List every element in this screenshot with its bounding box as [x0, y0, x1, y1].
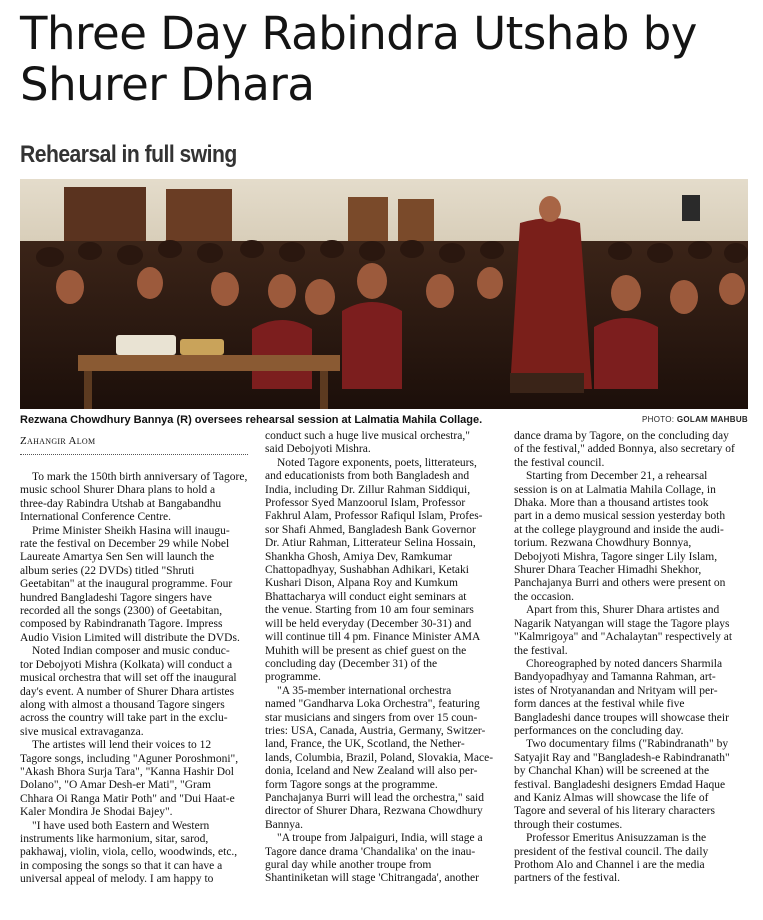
article-paragraph [514, 604, 752, 658]
text-line: will be held everyday (December 30-31) and [265, 617, 472, 630]
text-line: Kushari Dison, Alpana Roy and Kumkum [265, 577, 458, 590]
text-line: tor Debojyoti Mishra (Kolkata) will conduct a [20, 658, 233, 671]
text-line: form Tagore songs at the programme. [265, 778, 438, 791]
text-line: Professor Syed Manzoorul Islam, Professor [265, 497, 466, 510]
text-line: Chattopadhyay, Sushabhan Adhikari, Ketaki [265, 564, 469, 577]
text-line: Kaler Mondira Je Shodai Bajey". [20, 806, 173, 819]
text-line: Shankha Ghosh, Amiya Dev, Ramkumar [265, 550, 453, 563]
article-column-1 [20, 471, 256, 887]
text-line: Choreographed by noted dancers Sharmila [526, 657, 723, 670]
text-line: sive musical extravaganza. [20, 725, 144, 738]
text-line: donia, Iceland and New Zealand will also per- [265, 765, 478, 778]
text-line: universal appeal of melody. I am happy to [20, 873, 214, 886]
article-paragraph [514, 470, 752, 604]
text-line: "A 35-member international orchestra [277, 684, 452, 697]
text-line: president of the festival council. The daily [514, 845, 709, 858]
text-line: form dances at the festival while five [514, 698, 685, 711]
text-line: Geetabitan" at the inaugural programme. Four [20, 578, 233, 591]
article-paragraph [265, 685, 505, 832]
text-line: in composing the songs so that it can have a [20, 859, 223, 872]
text-line: Nagarik Natyangan will stage the Tagore plays [514, 617, 730, 630]
text-line: Shantiniketan will stage 'Chitrangada', another [265, 872, 479, 885]
text-line: Two documentary films ("Rabindranath" by [526, 738, 729, 751]
text-line: India, including Dr. Zillur Rahman Siddiqui, [265, 483, 471, 496]
text-line: said Debojyoti Mishra. [265, 443, 371, 456]
text-line: performances on the concluding day. [514, 724, 684, 737]
photo-credit-name: GOLAM MAHBUB [676, 415, 748, 424]
article-paragraph [265, 430, 505, 457]
text-line: day's event. A number of Shurer Dhara artistes [20, 685, 235, 698]
text-line: and Kaniz Almas will showcase the life of [514, 791, 709, 804]
headline: Three Day Rabindra Utshab by Shurer Dhara [20, 7, 697, 111]
article-paragraph [514, 738, 752, 832]
text-line: will continue till 4 pm. Finance Minister AMA [265, 631, 481, 644]
text-line: of the festival," added Bonnya, also secretary of [514, 443, 735, 456]
text-line: programme. [265, 671, 321, 684]
article-paragraph [20, 820, 256, 887]
article-column-2 [265, 430, 505, 886]
text-line: Professor Emeritus Anisuzzaman is the [526, 832, 707, 845]
text-line: at the college playground and inside the audi- [514, 523, 724, 536]
text-line: three-day Rabindra Utshab at Bangabandhu [20, 497, 222, 510]
text-line: festival. Bangladeshi designers Emdad Haque [514, 778, 726, 791]
text-line: by Chanchal Khan) will be screened at the [514, 765, 710, 778]
article-paragraph [514, 658, 752, 738]
article-paragraph [20, 525, 256, 646]
text-line: Tagore and several of his literary characters [514, 805, 715, 818]
text-line: named "Gandharva Loka Orchestra", featuring [265, 698, 480, 711]
text-line: "I have used both Eastern and Western [32, 819, 210, 832]
text-line: Fakhrul Alam, Professor Rafiqul Islam, Profes- [265, 510, 483, 523]
text-line: across the country will take part in the exclu- [20, 712, 228, 725]
text-line: Apart from this, Shurer Dhara artistes and [526, 604, 720, 617]
text-line: Prothom Alo and Channel i are the media [514, 859, 705, 871]
text-line: Starting from December 21, a rehearsal [526, 470, 708, 483]
text-line: music school Shurer Dhara plans to hold a [20, 484, 216, 497]
text-line: pakhawaj, violin, viola, cello, woodwinds, etc., [20, 846, 238, 859]
photo-credit-label: PHOTO: [641, 415, 675, 424]
text-line: the festival. [514, 644, 568, 657]
text-line: along with almost a thousand Tagore singers [20, 698, 225, 711]
subheadline: Rehearsal in full swing [20, 141, 237, 168]
text-line: Dr. Atiur Rahman, Litterateur Selina Hossain, [265, 537, 476, 550]
text-line: album series (22 DVDs) titled "Shruti [20, 564, 195, 577]
text-line: dance drama by Tagore, on the concluding day [514, 430, 729, 442]
text-line: session is on at Lalmatia Mahila Collage, in [514, 483, 716, 496]
text-line: Noted Indian composer and music conduc- [32, 645, 230, 658]
text-line: Panchajanya Burri will lead the orchestra," said [265, 791, 484, 804]
text-line: Dhaka. More than a thousand artistes took [514, 497, 709, 510]
text-line: conduct such a huge live musical orchestra," [265, 430, 470, 442]
byline: Zahangir Alom [20, 435, 96, 447]
text-line: lands, Columbia, Brazil, Poland, Slovakia, Mace- [265, 751, 494, 764]
text-line: Panchajanya Burri and others were present on [514, 577, 726, 590]
text-line: torium. Rezwana Chowdhury Bonnya, [514, 537, 692, 550]
photo-caption: Rezwana Chowdhury Bannya (R) oversees rehearsal session at Lalmatia Mahila Collage. [20, 414, 483, 426]
text-line: "Akash Bhora Surja Tara", "Kanna Hashir Dol [20, 765, 234, 778]
text-line: Prime Minister Sheikh Hasina will inaugu- [32, 524, 230, 537]
text-line: the festival council. [514, 456, 605, 469]
text-line: musical orchestra that will set off the inaugural [20, 672, 237, 685]
text-line: Shurer Dhara Teacher Himadhi Shekhor, [514, 564, 702, 577]
text-line: director of Shurer Dhara, Rezwana Chowdhury [265, 805, 483, 818]
text-line: Bannya. [265, 818, 304, 831]
article-paragraph [20, 471, 256, 525]
text-line: rate the festival on December 29 while Nobel [20, 538, 230, 551]
text-line: instruments like harmonium, sitar, sarod, [20, 832, 209, 845]
text-line: Debojyoti Mishra, Tagore singer Lily Islam, [514, 550, 718, 563]
text-line: Audio Vision Limited will distribute the DVDs. [20, 631, 240, 644]
text-line: star musicians and singers from over 15 coun- [265, 711, 478, 724]
article-paragraph [265, 457, 505, 685]
text-line: Laureate Amartya Sen Sen will launch the [20, 551, 215, 564]
text-line: Chhara Oi Ranga Matir Poth" and "Dui Haat-e [20, 792, 235, 805]
text-line: gural day while another troupe from [265, 859, 432, 871]
text-line: composed by Rabindranath Tagore. Impress [20, 618, 223, 631]
text-line: Tagore songs, including "Aguner Poroshmoni", [20, 752, 239, 765]
text-line: The artistes will lend their voices to 12 [32, 739, 212, 752]
text-line: through their costumes. [514, 818, 623, 831]
text-line: concluding day (December 31) of the [265, 657, 438, 670]
article-paragraph [514, 430, 752, 470]
article-paragraph [265, 832, 505, 886]
text-line: the occasion. [514, 590, 575, 603]
text-line: Satyajit Ray and "Bangladesh-e Rabindranath" [514, 751, 730, 764]
text-line: To mark the 150th birth anniversary of Tagore, [32, 471, 248, 483]
text-line: hundred Bangladeshi Tagore singers have [20, 591, 212, 604]
text-line: partners of the festival. [514, 872, 621, 885]
text-line: Noted Tagore exponents, poets, litterateurs, [277, 456, 477, 469]
text-line: and educationists from both Bangladesh and [265, 470, 470, 483]
text-line: land, France, the UK, Scotland, the Nether- [265, 738, 465, 751]
text-line: tries: USA, Canada, Austria, Germany, Switzer- [265, 724, 486, 737]
text-line: Dolano", "O Amar Desh-er Mati", "Gram [20, 779, 211, 792]
text-line: Muhith will be present as chief guest on the [265, 644, 467, 657]
text-line: "A troupe from Jalpaiguri, India, will stage a [277, 832, 483, 845]
text-line: "Kalmrigoya" and "Achalaytan" respectively at [514, 631, 733, 644]
article-paragraph [20, 739, 256, 819]
text-line: the venue. Starting from 10 am four seminars [265, 604, 474, 617]
byline-divider [20, 454, 248, 455]
text-line: istes of Nrotyanandan and Nrityam will per- [514, 684, 718, 697]
text-line: Bhattacharya will conduct eight seminars at [265, 590, 467, 603]
text-line: Bangladeshi dance troupes will showcase their [514, 711, 729, 724]
article-paragraph [514, 832, 752, 886]
text-line: part in a demo musical session yesterday both [514, 510, 726, 523]
article-column-3 [514, 430, 752, 886]
text-line: Tagore dance drama 'Chandalika' on the inau- [265, 845, 476, 858]
text-line: International Conference Centre. [20, 511, 172, 524]
photo-credit [642, 414, 748, 426]
text-line: Bandyopadhyay and Tamanna Rahman, art- [514, 671, 716, 684]
text-line: recorded all the songs (2300) of Geetabitan, [20, 605, 223, 618]
text-line: sor Shafi Ahmed, Bangladesh Bank Governor [265, 523, 476, 536]
article-paragraph [20, 645, 256, 739]
rehearsal-photo [20, 179, 748, 409]
